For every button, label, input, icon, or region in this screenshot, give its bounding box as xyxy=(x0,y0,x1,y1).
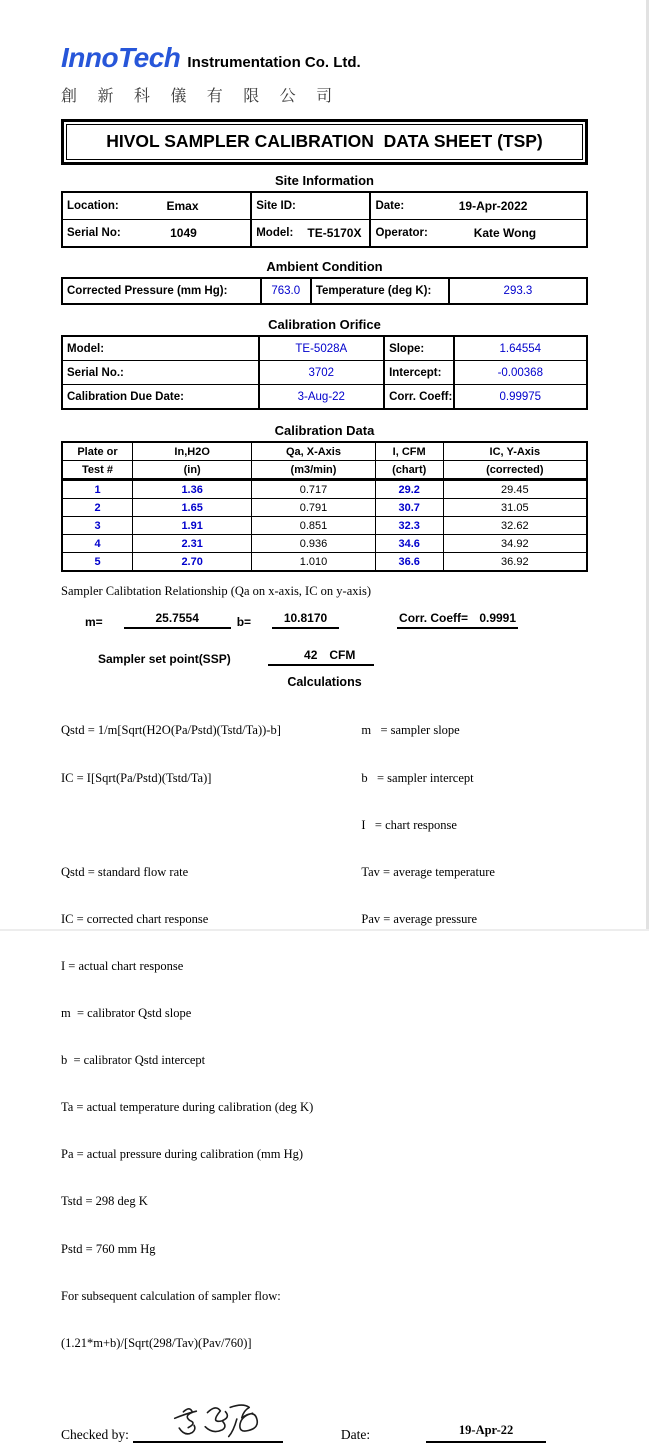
model-label: Model: xyxy=(256,227,294,239)
col-header: (m3/min) xyxy=(251,461,374,478)
company-logo: InnoTech xyxy=(61,42,181,73)
i-cfm-value: 32.3 xyxy=(375,517,443,534)
definition: m = calibrator Qstd slope xyxy=(61,1006,192,1021)
orifice-model-value-cell xyxy=(258,337,384,360)
formula: IC = I[Sqrt(Pa/Pstd)(Tstd/Ta)] xyxy=(61,770,212,785)
footer-date-value: 19-Apr-22 xyxy=(426,1423,546,1443)
in-h2o-value: 2.70 xyxy=(132,553,251,570)
checked-by-signature-line xyxy=(133,1403,283,1443)
operator-cell xyxy=(369,220,586,246)
orifice-serial-value: 3702 xyxy=(308,366,335,379)
orifice-serial-label: Serial No.: xyxy=(67,366,124,379)
table-row xyxy=(63,193,586,219)
col-header: (chart) xyxy=(375,461,443,478)
ic-value: 34.92 xyxy=(443,535,586,552)
temperature-label: Temperature (deg K): xyxy=(315,285,432,297)
col-header: IC, Y-Axis xyxy=(443,443,586,460)
calibration-orifice-heading: Calibration Orifice xyxy=(268,317,381,332)
footer-date-label: Date: xyxy=(340,1426,371,1442)
i-cfm-value: 36.6 xyxy=(375,553,443,570)
col-header: In,H2O xyxy=(132,443,251,460)
calibration-data-heading: Calibration Data xyxy=(274,423,375,438)
ic-value: 29.45 xyxy=(443,481,586,498)
definition: Ta = actual temperature during calibration (deg K) xyxy=(61,1100,314,1115)
qa-value: 0.791 xyxy=(251,499,374,516)
model-cell xyxy=(250,220,369,246)
definition: Pa = actual pressure during calibration (mm Hg) xyxy=(61,1147,304,1162)
company-name-chinese: 創 新 科 儀 有 限 公 司 xyxy=(61,88,341,105)
table-row xyxy=(63,552,586,570)
table-row xyxy=(63,498,586,516)
definition: (1.21*m+b)/[Sqrt(298/Tav)(Pav/760)] xyxy=(61,1335,252,1350)
table-row xyxy=(63,480,586,498)
checked-by-label: Checked by: xyxy=(61,1426,129,1442)
col-header: (in) xyxy=(132,461,251,478)
col-header: I, CFM xyxy=(375,443,443,460)
header-row xyxy=(63,443,586,460)
definition: b = sampler intercept xyxy=(361,770,474,785)
ssp-unit: CFM xyxy=(329,648,356,662)
qa-value: 1.010 xyxy=(251,553,374,570)
corr-coeff-value: 0.99975 xyxy=(499,390,542,403)
table-row xyxy=(63,337,586,360)
ssp-label: Sampler set point(SSP) xyxy=(98,652,231,666)
m-label: m= xyxy=(85,615,103,629)
corr-coeff-result-value: 0.9991 xyxy=(479,611,517,625)
definition: Tav = average temperature xyxy=(361,864,495,879)
definition: Pav = average pressure xyxy=(361,911,478,926)
table-row xyxy=(63,384,586,408)
due-date-label-cell xyxy=(63,385,258,408)
qa-value: 0.717 xyxy=(251,481,374,498)
calculations-left-column xyxy=(61,692,361,1383)
calibration-data-table xyxy=(61,441,588,572)
in-h2o-value: 1.91 xyxy=(132,517,251,534)
intercept-label-cell xyxy=(383,361,453,384)
intercept-value-cell xyxy=(453,361,586,384)
pressure-value: 763.0 xyxy=(271,285,301,297)
due-date-value: 3-Aug-22 xyxy=(297,390,345,403)
corr-coeff-label: Corr. Coeff: xyxy=(389,390,453,403)
sampler-set-point-row xyxy=(61,644,588,666)
operator-value: Kate Wong xyxy=(473,226,537,240)
date-cell xyxy=(369,193,586,219)
i-cfm-value: 34.6 xyxy=(375,535,443,552)
test-number: 1 xyxy=(94,483,101,496)
signoff-row xyxy=(61,1397,588,1443)
site-information-heading: Site Information xyxy=(275,173,374,188)
slope-label: Slope: xyxy=(389,342,425,355)
intercept-label: Intercept: xyxy=(389,366,442,379)
ic-value: 31.05 xyxy=(443,499,586,516)
ic-value: 32.62 xyxy=(443,517,586,534)
i-cfm-value: 30.7 xyxy=(375,499,443,516)
table-row xyxy=(63,219,586,246)
serial-value: 1049 xyxy=(170,226,197,240)
operator-label: Operator: xyxy=(375,227,428,239)
location-value: Emax xyxy=(166,199,199,213)
pressure-label-cell xyxy=(63,279,260,303)
i-cfm-value: 29.2 xyxy=(375,481,443,498)
intercept-value: -0.00368 xyxy=(497,366,543,379)
table-row xyxy=(63,516,586,534)
orifice-model-label-cell xyxy=(63,337,258,360)
serial-label: Serial No: xyxy=(67,227,121,239)
relationship-values-row xyxy=(61,607,588,629)
definition: Qstd = standard flow rate xyxy=(61,864,189,879)
slope-label-cell xyxy=(383,337,453,360)
definition: Pstd = 760 mm Hg xyxy=(61,1241,156,1256)
ssp-value: 42 xyxy=(304,648,318,662)
test-number: 5 xyxy=(94,555,101,568)
header-row xyxy=(63,460,586,480)
calibration-orifice-table xyxy=(61,335,588,410)
definition: b = calibrator Qstd intercept xyxy=(61,1053,206,1068)
model-value: TE-5170X xyxy=(307,226,362,240)
site-id-label: Site ID: xyxy=(256,200,296,212)
calculations-section xyxy=(61,692,588,1383)
pressure-value-cell xyxy=(260,279,310,303)
pressure-label: Corrected Pressure (mm Hg): xyxy=(67,285,228,297)
b-label: b= xyxy=(236,615,252,629)
spacer xyxy=(61,818,361,834)
in-h2o-value: 1.36 xyxy=(132,481,251,498)
qa-value: 0.851 xyxy=(251,517,374,534)
ambient-condition-table xyxy=(61,277,588,305)
qa-value: 0.936 xyxy=(251,535,374,552)
corr-coeff-result xyxy=(397,611,518,629)
col-header: Test # xyxy=(82,463,113,476)
serial-cell xyxy=(63,220,250,246)
orifice-serial-value-cell xyxy=(258,361,384,384)
definition: Tstd = 298 deg K xyxy=(61,1194,148,1209)
in-h2o-value: 2.31 xyxy=(132,535,251,552)
temperature-label-cell xyxy=(310,279,448,303)
definition: I = chart response xyxy=(361,817,457,832)
formula: Qstd = 1/m[Sqrt(H2O(Pa/Pstd)(Tstd/Ta))-b] xyxy=(61,723,281,738)
col-header: (corrected) xyxy=(443,461,586,478)
company-header xyxy=(61,42,588,74)
orifice-model-label: Model: xyxy=(67,342,105,355)
date-label: Date: xyxy=(375,200,405,212)
relationship-heading: Sampler Calibtation Relationship (Qa on x-axis, IC on y-axis) xyxy=(61,584,372,598)
table-row xyxy=(63,279,586,303)
site-information-table xyxy=(61,191,588,248)
table-row xyxy=(63,360,586,384)
m-value: 25.7554 xyxy=(124,611,231,629)
slope-value-cell xyxy=(453,337,586,360)
corr-coeff-result-label: Corr. Coeff= xyxy=(399,611,469,625)
definition: For subsequent calculation of sampler flow: xyxy=(61,1288,281,1303)
table-row xyxy=(63,534,586,552)
slope-value: 1.64554 xyxy=(499,342,542,355)
calculations-right-column xyxy=(361,692,588,1383)
location-label: Location: xyxy=(67,200,119,212)
signature-icon xyxy=(170,1398,268,1447)
corr-coeff-value-cell xyxy=(453,385,586,408)
col-header: Plate or xyxy=(77,445,118,458)
test-number: 4 xyxy=(94,537,101,550)
test-number: 2 xyxy=(94,501,101,514)
page-title: HIVOL SAMPLER CALIBRATION DATA SHEET (TSP) xyxy=(66,124,583,160)
b-value: 10.8170 xyxy=(272,611,339,629)
site-id-cell xyxy=(250,193,369,219)
calculations-heading: Calculations xyxy=(287,675,362,689)
date-value: 19-Apr-2022 xyxy=(458,199,528,213)
due-date-label: Calibration Due Date: xyxy=(67,390,184,403)
definition: IC = corrected chart response xyxy=(61,911,209,926)
orifice-serial-label-cell xyxy=(63,361,258,384)
corr-coeff-label-cell xyxy=(383,385,453,408)
definition: m = sampler slope xyxy=(361,723,460,738)
due-date-value-cell xyxy=(258,385,384,408)
ambient-condition-heading: Ambient Condition xyxy=(266,259,383,274)
in-h2o-value: 1.65 xyxy=(132,499,251,516)
ssp-value-box xyxy=(268,648,374,666)
company-name-en: Instrumentation Co. Ltd. xyxy=(187,54,361,71)
title-box xyxy=(61,119,588,165)
ic-value: 36.92 xyxy=(443,553,586,570)
definition: I = actual chart response xyxy=(61,958,184,973)
temperature-value: 293.3 xyxy=(503,285,533,297)
test-number: 3 xyxy=(94,519,101,532)
location-cell xyxy=(63,193,250,219)
orifice-model-value: TE-5028A xyxy=(295,342,348,355)
temperature-value-cell xyxy=(448,279,586,303)
col-header: Qa, X-Axis xyxy=(251,443,374,460)
